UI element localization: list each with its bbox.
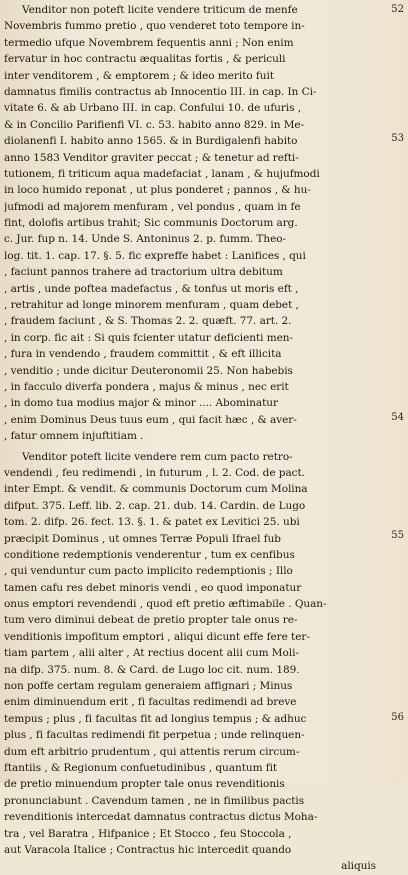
- text-line: damnatus fimilis contractus ab Innocentio III. in cap. In Ci-: [4, 85, 317, 98]
- text-line: difput. 375. Leff. lib. 2. cap. 21. dub. 14. Cardin. de Lugo: [4, 499, 306, 512]
- text-line: tum vero diminui debeat de pretio propter tale onus re-: [4, 614, 298, 627]
- text-line: anno 1583 Venditor graviter peccat ; & tenetur ad refti-: [4, 151, 299, 164]
- text-line: fint, dolofis artibus trahit; Sic communis Doctorum arg.: [4, 217, 298, 230]
- body-text: [4, 2, 376, 875]
- text-line: , in domo tua modius major & minor .... Abominatur: [4, 397, 278, 410]
- text-line: vendendi , feu redimendi , in futurum , l. 2. Cod. de pact.: [4, 466, 305, 479]
- margin-number: 52: [391, 4, 404, 15]
- text-line: na difp. 375. num. 8. & Card. de Lugo loc cit. num. 189.: [4, 663, 300, 676]
- text-line: pronunciabunt . Cavendum tamen , ne in fimilibus pactis: [4, 794, 305, 807]
- text-line: in loco humido reponat , ut plus ponderet ; pannos , & hu-: [4, 184, 311, 197]
- text-line: c. Jur. fup n. 14. Unde S. Antoninus 2. p. fumm. Theo-: [4, 233, 287, 246]
- margin-number: 56: [391, 712, 404, 723]
- text-line: Novembris fummo pretio , quo venderet toto tempore in-: [4, 20, 305, 33]
- text-line: log. tit. 1. cap. 17. §. 5. fic expreffe habet : Lanifices , qui: [4, 249, 306, 262]
- text-line: , retrahitur ad longe minorem menfuram , quam debet ,: [4, 299, 299, 312]
- text-line: , venditio ; unde dicitur Deuteronomii 25. Non habebis: [4, 364, 293, 377]
- text-line: jufmodi ad majorem menfuram , vel pondus , quam in fe: [4, 200, 301, 213]
- text-line: , fatur omnem injuftitiam .: [4, 430, 144, 443]
- text-line: , fura in vendendo , fraudem committit , & eft illicita: [4, 348, 282, 361]
- text-line: diolanenfi I. habito anno 1565. & in Burdigalenfi habito: [4, 135, 298, 148]
- text-line: tiam partem , alii alter , At rectius docent alii cum Moli-: [4, 647, 299, 660]
- text-line: fervatur in hoc contractu æqualitas fortis , & periculi: [4, 53, 286, 66]
- text-line: , fraudem faciunt , & S. Thomas 2. 2. quæft. 77. art. 2.: [4, 315, 292, 328]
- text-line: tempus ; plus , fi facultas fit ad longius tempus ; & adhuc: [4, 712, 307, 725]
- margin-number: 54: [391, 412, 404, 423]
- margin-number: 55: [391, 530, 404, 541]
- text-line: Venditor non poteft licite vendere triticum de menfe: [22, 4, 298, 16]
- text-line: tutionem, fi triticum aqua madefaciat , lanam , & hujufmodi: [4, 167, 320, 180]
- text-line: venditionis impofitum emptori , aliqui dicunt effe fere ter-: [4, 630, 310, 643]
- text-line: Venditor poteft licite vendere rem cum pacto retro-: [22, 450, 293, 463]
- text-line: tom. 2. difp. 26. fect. 13. §. 1. & patet ex Levitici 25. ubi: [4, 516, 300, 529]
- text-line: de pretio minuendum propter tale onus revenditionis: [4, 778, 285, 791]
- text-line: tamen cafu res debet minoris vendi , eo quod imponatur: [4, 581, 302, 594]
- text-line: , enim Dominus Deus tuus eum , qui facit hæc , & aver-: [4, 413, 297, 426]
- text-line: ftantiis , & Regionum confuetudinibus , quantum fit: [4, 761, 278, 774]
- text-line: inter Empt. & vendit. & communis Doctorum cum Molina: [4, 483, 308, 496]
- text-line: aut Varacola Italice ; Contractus hic intercedit quando: [4, 843, 292, 856]
- margin-number: 53: [391, 133, 404, 144]
- text-line: , artis , unde poftea madefactus , & tonfus ut moris eft ,: [4, 282, 299, 295]
- text-line: revenditionis intercedat damnatus contractus dictus Moha-: [4, 811, 318, 824]
- text-line: enim diminuendum erit , fi facultas redimendi ad breve: [4, 696, 297, 709]
- text-line: & in Concilio Parifienfi VI. c. 53. habito anno 829. in Me-: [4, 118, 305, 131]
- text-line: termedio ufque Novembrem fequentis anni ; Non enim: [4, 36, 294, 49]
- text-line: præcipit Dominus , ut omnes Terræ Populi Ifrael fub: [4, 532, 281, 545]
- text-line: non poffe certam regulam generaiem affignari ; Minus: [4, 680, 293, 693]
- text-line: , faciunt pannos trahere ad tractorium ultra debitum: [4, 266, 283, 279]
- text-line: plus , fi facultas redimendi fit perpetua ; unde relinquen-: [4, 729, 305, 742]
- text-line: , qui venduntur cum pacto implicito redemptionis ; Illo: [4, 565, 293, 578]
- text-line: tra , vel Baratra , Hifpanice ; Et Stocco , feu Stoccola ,: [4, 827, 292, 840]
- text-line: , in facculo diverfa pondera , majus & minus , nec erit: [4, 380, 289, 393]
- text-line: conditione redemptionis venderentur , tum ex cenfibus: [4, 548, 295, 561]
- text-line: , in corp. fic ait : Si quis fcienter utatur deficienti men-: [4, 331, 293, 344]
- text-line: vitate 6. & ab Urbano III. in cap. Confului 10. de ufuris ,: [4, 102, 302, 115]
- text-line: onus emptori revendendi , quod eft pretio æftimabile . Quan-: [4, 598, 327, 611]
- text-line: dum eft arbitrio prudentum , qui attentis rerum circum-: [4, 745, 300, 758]
- text-line: inter venditorem , & emptorem ; & ideo merito fuit: [4, 69, 274, 82]
- catchword: aliquis: [341, 860, 376, 873]
